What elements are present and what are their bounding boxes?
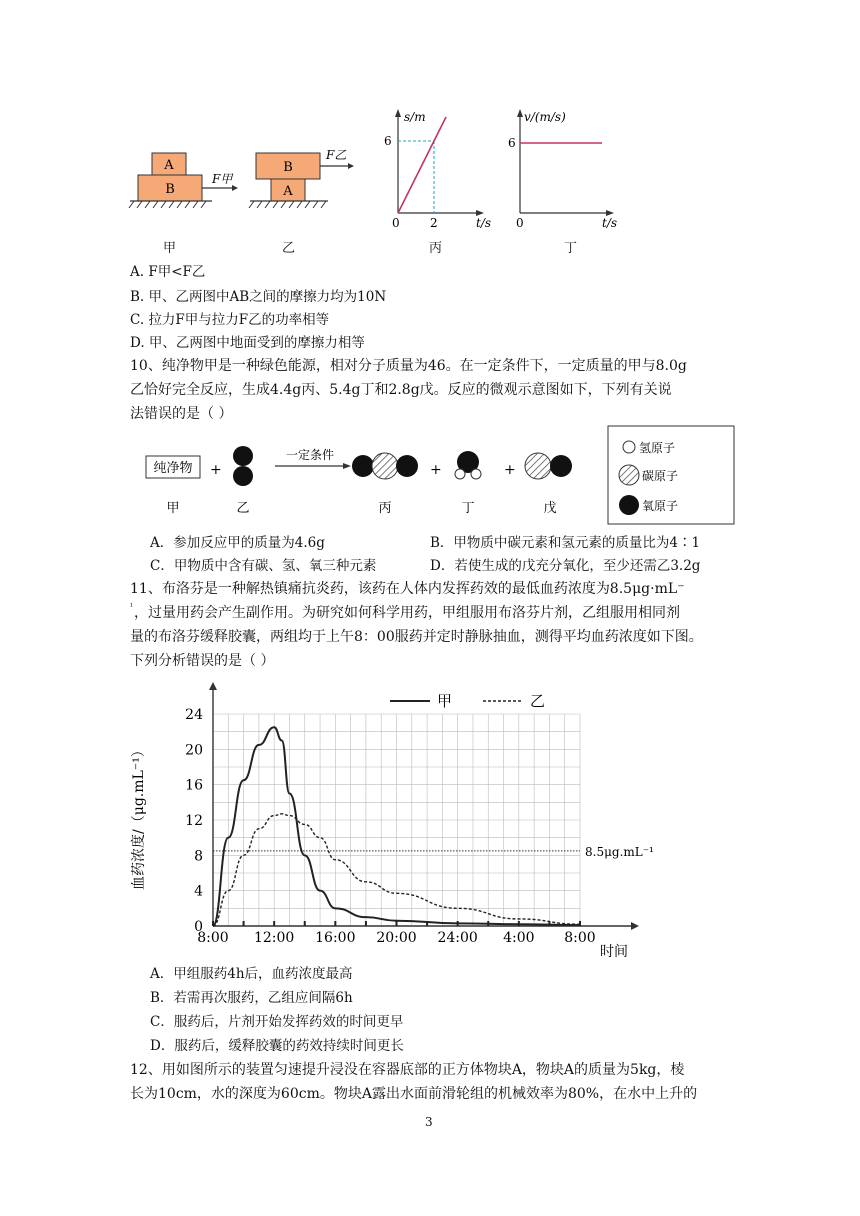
q12-line1: 12、用如图所示的装置匀速提升浸没在容器底部的正方体物块A，物块A的质量为5kg，棱 [130,1062,685,1078]
yi-force-label: F乙 [326,148,347,162]
x-axis-label: 时间 [600,944,628,960]
q10-stem-line1: 10、纯净物甲是一种绿色能源，相对分子质量为46。在一定条件下，一定质量的甲与8.0g [130,358,687,374]
q11-stem-line3: 量的布洛芬缓释胶囊，两组均于上午8：00服药并定时静脉抽血，测得平均血药浓度如下图。 [130,629,703,645]
q11-stem-line1: 11、布洛芬是一种解热镇痛抗炎药，该药在人体内发挥药效的最低血药浓度为8.5μg·mL⁻ [130,581,685,597]
q10-option-b: B．甲物质中碳元素和氢元素的质量比为4∶1 [430,535,701,551]
v-axis-label: v/(m/s) [524,110,566,124]
q10-option-d: D．若使生成的戊充分氧化，至少还需乙3.2g [430,558,701,574]
block-diagram-jia [129,153,238,208]
x-tick-label: 20:00 [376,930,417,946]
s-graph-origin: 0 [392,216,400,230]
q11-stem-line2: ，过量用药会产生副作用。为研究如何科学用药，甲组服用布洛芬片剂，乙组服用相同剂 [134,605,680,621]
v-t-graph [508,109,617,230]
s-graph-xtick: 2 [430,216,438,230]
fig-caption-yi: 乙 [282,241,296,256]
fig-caption-bing: 丙 [429,241,443,256]
t-axis-label: t/s [476,216,492,230]
x-tick-label: 4:00 [503,930,535,946]
plus-sign-1: + [210,462,222,478]
x-tick-label: 24:00 [437,930,478,946]
reaction-diagram [140,426,740,526]
q9-option-c: C. 拉力F甲与拉力F乙的功率相等 [130,312,330,328]
h2o-h-right [471,469,481,479]
jia-block-bottom-label: B [165,182,175,197]
q9-option-b: B. 甲、乙两图中AB之间的摩擦力均为10N [130,289,387,305]
pure-substance-label: 纯净物 [153,461,193,476]
co-c [525,453,551,479]
threshold-label: 8.5μg.mL⁻¹ [585,844,654,859]
reactant-label-yi: 乙 [236,501,250,516]
q9-option-a: A. F甲<F乙 [130,264,206,280]
x-axis-arrow [631,922,639,930]
q10-stem-line2: 乙恰好完全反应，生成4.4g丙、5.4g丁和2.8g戊。反应的微观示意图如下，下列有关说 [130,382,672,398]
q12-line2: 长为10cm，水的深度为60cm。物块A露出水面前滑轮组的机械效率为80%，在水中上升的 [130,1086,698,1102]
legend-jia-label: 甲 [437,692,453,710]
y-axis-arrow [209,682,217,690]
q11-option-a: A．甲组服药4h后，血药浓度最高 [150,966,353,982]
jia-block-top-label: A [164,158,174,173]
q10-option-c: C．甲物质中含有碳、氢、氧三种元素 [150,558,377,574]
reactant-label-jia: 甲 [166,501,180,516]
v-graph-t-label: t/s [602,216,618,230]
s-t-graph [384,109,491,230]
q11-option-c: C．服药后，片剂开始发挥药效的时间更早 [150,1014,404,1030]
jia-force-label: F甲 [212,172,233,186]
s-graph-ytick: 6 [384,134,392,148]
v-graph-origin: 0 [516,216,524,230]
o2-atom-1 [233,446,253,466]
condition-label: 一定条件 [285,448,335,462]
q9-option-d: D. 甲、乙两图中地面受到的摩擦力相等 [130,335,365,351]
fig-caption-ding: 丁 [564,241,578,256]
x-tick-label: 8:00 [197,930,229,946]
s-t-line [398,117,446,213]
y-tick-label: 16 [185,777,203,794]
blood-concentration-chart [125,676,654,966]
block-diagram-yi [249,148,354,208]
y-tick-label: 12 [185,813,203,829]
legend-hydrogen: 氢原子 [639,441,676,455]
q11-stem-line4: 下列分析错误的是（ ） [130,653,275,669]
plus-sign-3: + [504,462,516,478]
q10-option-a: A．参加反应甲的质量为4.6g [150,535,325,551]
h2o-h-left [455,469,465,479]
co2-c [372,453,398,479]
product-label-bing: 丙 [378,501,392,516]
page-number: 3 [425,1115,433,1129]
y-tick-label: 24 [185,707,203,723]
q11-stem-superscript: ¹ [130,602,134,611]
y-tick-label: 8 [194,848,203,865]
q10-stem-line3: 法错误的是（ ） [130,406,233,422]
fig-caption-jia: 甲 [163,241,177,256]
legend-carbon: 碳原子 [642,469,679,483]
x-tick-label: 16:00 [315,930,356,946]
product-label-ding: 丁 [461,501,475,516]
co-o [550,455,572,477]
q9-figure [120,105,620,255]
v-graph-ytick: 6 [508,136,516,150]
product-label-wu: 戊 [543,501,557,516]
y-tick-label: 20 [185,742,203,759]
q11-option-b: B．若需再次服药，乙组应间隔6h [150,990,353,1006]
x-tick-label: 12:00 [253,930,295,946]
y-axis-label: 血药浓度/（μg.mL⁻¹） [131,743,147,890]
legend-oxygen: 氧原子 [642,499,679,513]
co2-o-right [396,455,418,477]
s-axis-label: s/m [404,110,426,124]
y-tick-label: 0 [194,919,203,935]
yi-block-top-label: B [283,160,293,175]
o2-atom-2 [233,466,253,486]
q11-option-d: D．服药后，缓释胶囊的药效持续时间更长 [150,1038,404,1054]
x-tick-label: 8:00 [564,930,596,946]
yi-block-bottom-label: A [283,184,293,199]
co2-o-left [352,455,374,477]
legend-yi-label: 乙 [530,692,546,710]
plus-sign-2: + [430,462,442,478]
y-tick-label: 4 [194,883,203,900]
